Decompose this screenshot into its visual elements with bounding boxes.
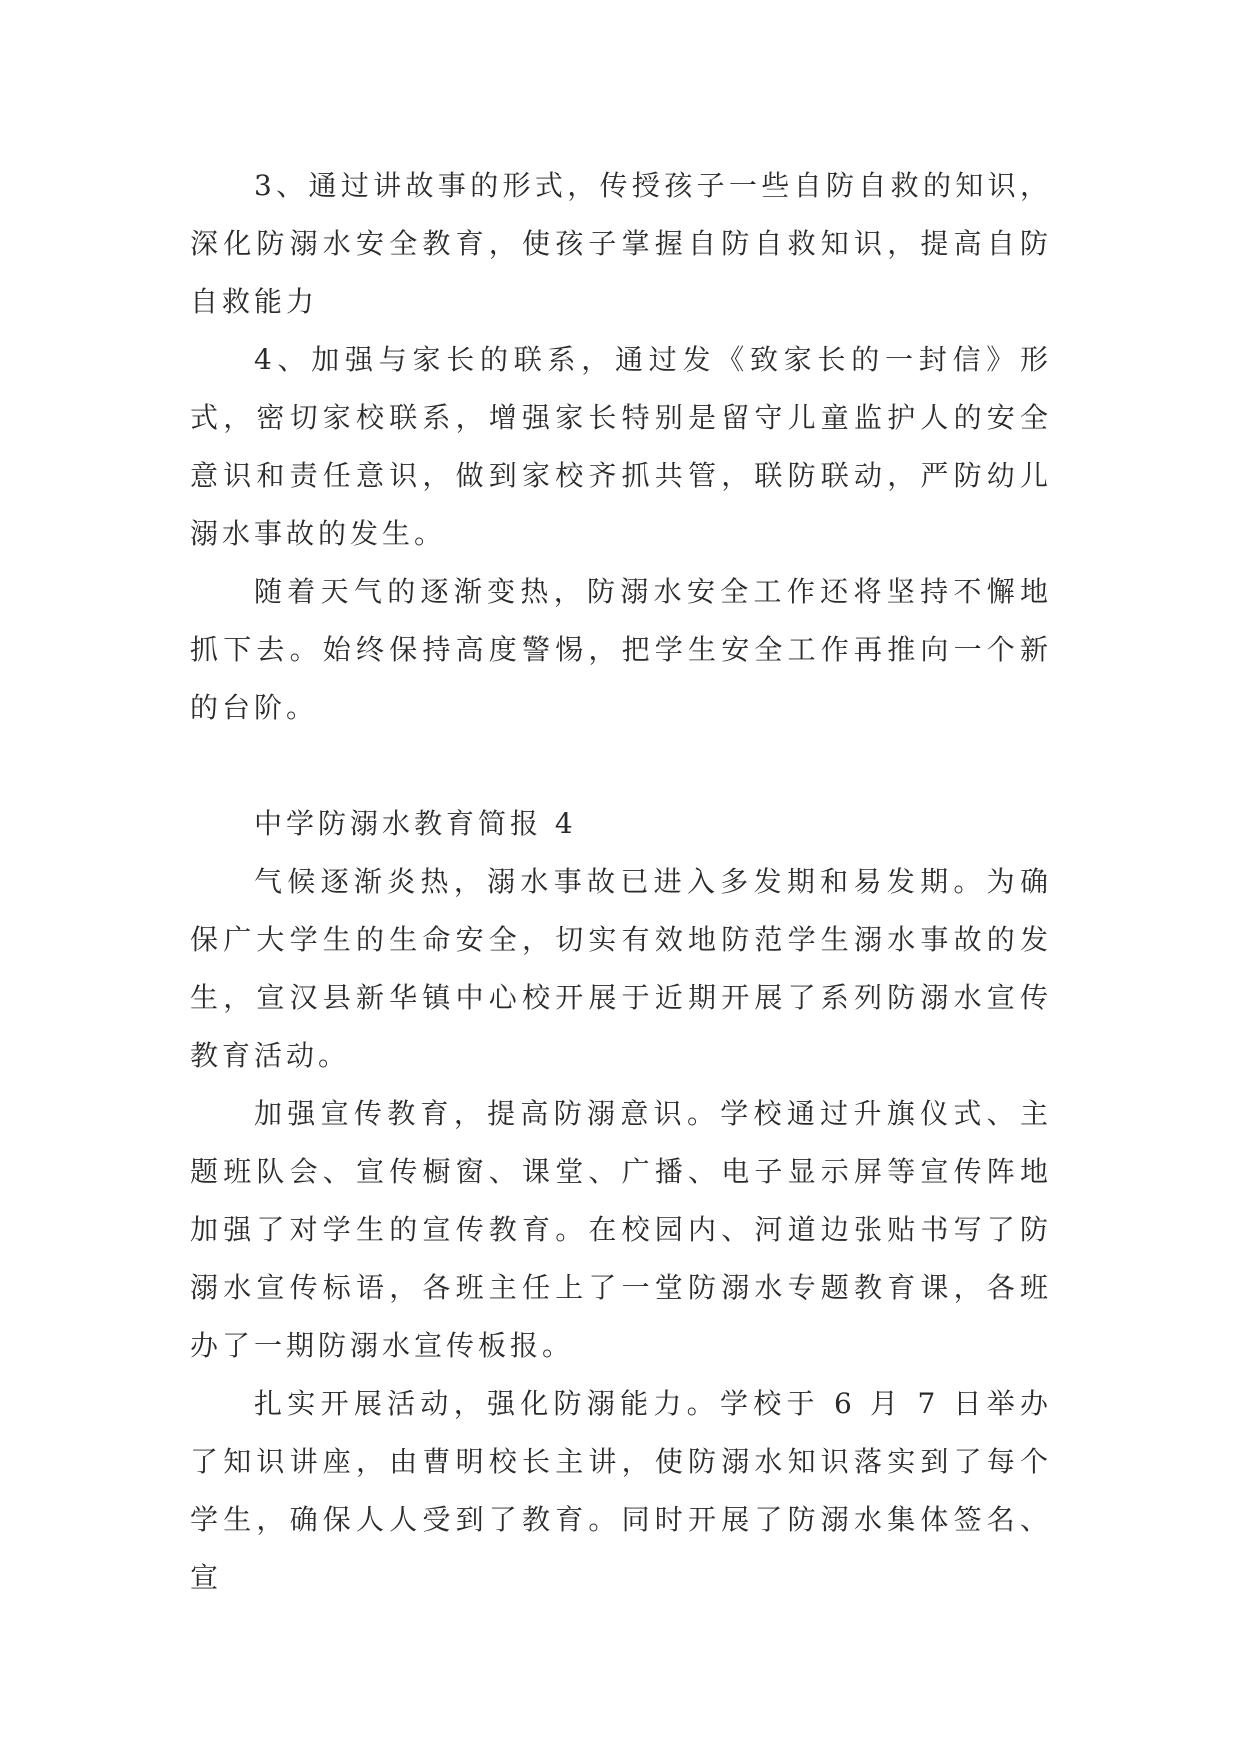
paragraph-activities: 扎实开展活动，强化防溺能力。学校于 6 月 7 日举办了知识讲座，由曹明校长主讲，使防溺水知识落实到了每个学生，确保人人受到了教育。同时开展了防溺水集体签名、宣 [190,1387,1052,1594]
paragraph-item-4: 4、加强与家长的联系，通过发《致家长的一封信》形式，密切家校联系，增强家长特别是留守儿童监护人的安全意识和责任意识，做到家校齐抓共管，联防联动，严防幼儿溺水事故的发生。 [190,343,1052,550]
paragraph-intro: 气候逐渐炎热，溺水事故已进入多发期和易发期。为确保广大学生的生命安全，切实有效地防范学生溺水事故的发生，宣汉县新华镇中心校开展于近期开展了系列防溺水宣传教育活动。 [190,865,1052,1072]
paragraph-conclusion: 随着天气的逐渐变热，防溺水安全工作还将坚持不懈地抓下去。始终保持高度警惕，把学生安全工作再推向一个新的台阶。 [190,575,1052,724]
paragraph-publicity: 加强宣传教育，提高防溺意识。学校通过升旗仪式、主题班队会、宣传橱窗、课堂、广播、电子显示屏等宣传阵地加强了对学生的宣传教育。在校园内、河道边张贴书写了防溺水宣传标语，各班主任上了一堂防溺水专题教育课，各班办了一期防溺水宣传板报。 [190,1097,1052,1362]
section-spacer [190,737,1052,795]
document-body [190,157,1052,1607]
section-title: 中学防溺水教育简报 4 [254,807,577,840]
paragraph-item-3: 3、通过讲故事的形式，传授孩子一些自防自救的知识，深化防溺水安全教育，使孩子掌握自防自救知识，提高自防自救能力 [190,169,1052,318]
